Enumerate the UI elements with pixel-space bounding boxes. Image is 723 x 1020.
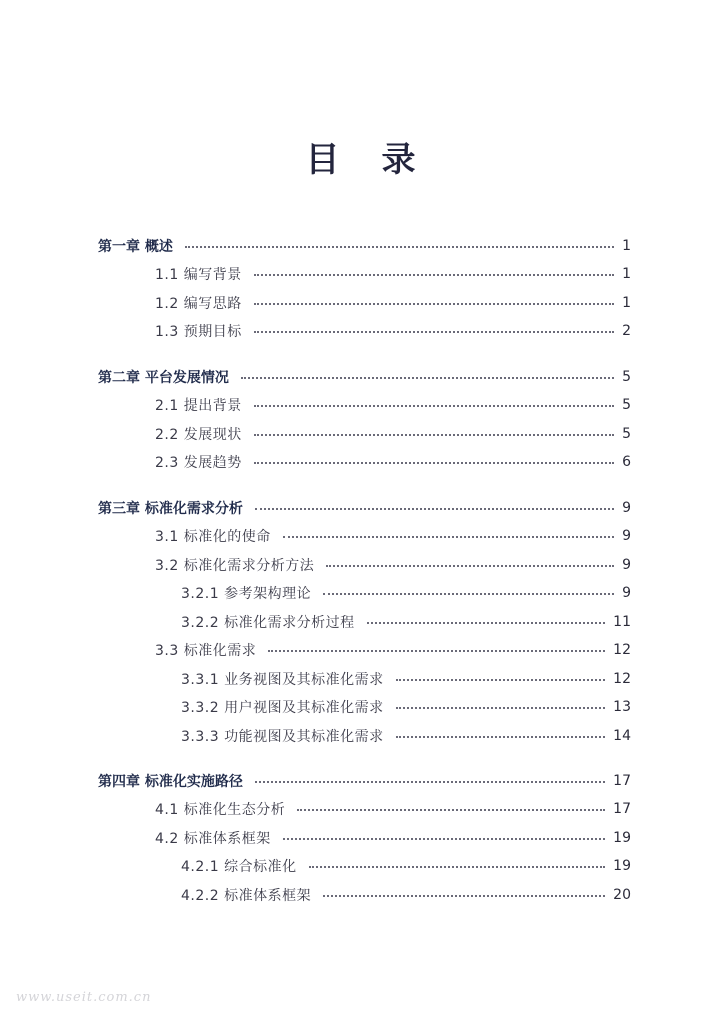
toc-page-number: 1	[622, 238, 631, 254]
dot-leader	[255, 781, 605, 783]
page-title	[0, 132, 723, 181]
toc-label: 3.3.2 用户视图及其标准化需求	[181, 700, 384, 716]
dot-leader	[396, 736, 606, 738]
toc-page-number: 1	[622, 266, 631, 282]
toc-label: 第三章 标准化需求分析	[98, 501, 243, 517]
toc-subsection-3-3-2[interactable]	[0, 697, 723, 717]
toc-section-2-3[interactable]	[0, 452, 723, 472]
dot-leader	[254, 331, 614, 333]
toc-label: 第二章 平台发展情况	[98, 370, 229, 386]
toc-label: 3.1 标准化的使命	[155, 529, 271, 545]
toc-section-2-1[interactable]	[0, 395, 723, 415]
toc-subsection-3-2-2[interactable]	[0, 612, 723, 632]
dot-leader	[283, 838, 605, 840]
toc-section-1-2[interactable]	[0, 293, 723, 313]
toc-section-1-1[interactable]	[0, 264, 723, 284]
toc-page-number: 17	[613, 801, 631, 817]
toc-section-4-2[interactable]	[0, 828, 723, 848]
toc-section-2-2[interactable]	[0, 424, 723, 444]
title-char-2: 录	[381, 140, 418, 180]
toc-chapter-1[interactable]	[0, 236, 723, 256]
toc-page-number: 5	[622, 397, 631, 413]
dot-leader	[241, 377, 614, 379]
toc-page-number: 17	[613, 773, 631, 789]
dot-leader	[283, 536, 614, 538]
toc-page-number: 14	[613, 728, 631, 744]
dot-leader	[254, 434, 614, 436]
dot-leader	[326, 565, 614, 567]
toc-label: 4.2.2 标准体系框架	[181, 888, 312, 904]
toc-page-number: 2	[622, 323, 631, 339]
toc-chapter-4[interactable]	[0, 771, 723, 791]
dot-leader	[367, 622, 606, 624]
toc-label: 4.1 标准化生态分析	[155, 802, 286, 818]
toc-label: 1.3 预期目标	[155, 324, 242, 340]
toc-label: 3.2.1 参考架构理论	[181, 586, 312, 602]
toc-label: 1.2 编写思路	[155, 296, 242, 312]
dot-leader	[297, 809, 605, 811]
toc-page-number: 1	[622, 295, 631, 311]
dot-leader	[323, 895, 605, 897]
toc-label: 4.2 标准体系框架	[155, 831, 271, 847]
toc-label: 2.2 发展现状	[155, 427, 242, 443]
toc-label: 第一章 概述	[98, 239, 173, 255]
toc-label: 3.3.1 业务视图及其标准化需求	[181, 672, 384, 688]
toc-page-number: 13	[613, 699, 631, 715]
toc-label: 2.1 提出背景	[155, 398, 242, 414]
title-char-1: 目	[305, 140, 342, 180]
toc-subsection-3-3-1[interactable]	[0, 669, 723, 689]
watermark: www.useit.com.cn	[16, 990, 152, 1005]
toc-subsection-4-2-1[interactable]	[0, 856, 723, 876]
toc-label: 3.2.2 标准化需求分析过程	[181, 615, 355, 631]
toc-chapter-3[interactable]	[0, 498, 723, 518]
toc-subsection-4-2-2[interactable]	[0, 885, 723, 905]
toc-section-1-3[interactable]	[0, 321, 723, 341]
toc-page-number: 5	[622, 426, 631, 442]
toc-label: 3.2 标准化需求分析方法	[155, 558, 315, 574]
dot-leader	[323, 593, 614, 595]
toc-chapter-2[interactable]	[0, 367, 723, 387]
toc-page-number: 20	[613, 887, 631, 903]
toc-label: 2.3 发展趋势	[155, 455, 242, 471]
dot-leader	[254, 303, 614, 305]
dot-leader	[255, 508, 614, 510]
toc-label: 第四章 标准化实施路径	[98, 774, 243, 790]
toc-label: 4.2.1 综合标准化	[181, 859, 297, 875]
dot-leader	[254, 274, 614, 276]
dot-leader	[254, 405, 614, 407]
toc-page-number: 9	[622, 585, 631, 601]
toc-page-number: 12	[613, 642, 631, 658]
toc-page-number: 19	[613, 830, 631, 846]
toc-label: 3.3 标准化需求	[155, 643, 257, 659]
dot-leader	[254, 462, 614, 464]
toc-label: 1.1 编写背景	[155, 267, 242, 283]
toc-page-number: 9	[622, 557, 631, 573]
toc-section-4-1[interactable]	[0, 799, 723, 819]
toc-section-3-2[interactable]	[0, 555, 723, 575]
dot-leader	[396, 707, 606, 709]
toc-subsection-3-3-3[interactable]	[0, 726, 723, 746]
toc-page-number: 19	[613, 858, 631, 874]
toc-page-number: 6	[622, 454, 631, 470]
toc-label: 3.3.3 功能视图及其标准化需求	[181, 729, 384, 745]
toc-page-number: 5	[622, 369, 631, 385]
dot-leader	[309, 866, 606, 868]
toc-section-3-1[interactable]	[0, 526, 723, 546]
toc-page-number: 12	[613, 671, 631, 687]
toc-page-number: 11	[613, 614, 631, 630]
dot-leader	[268, 650, 605, 652]
toc-section-3-3[interactable]	[0, 640, 723, 660]
dot-leader	[396, 679, 606, 681]
toc-subsection-3-2-1[interactable]	[0, 583, 723, 603]
toc-page-number: 9	[622, 500, 631, 516]
toc-page-number: 9	[622, 528, 631, 544]
dot-leader	[185, 246, 614, 248]
